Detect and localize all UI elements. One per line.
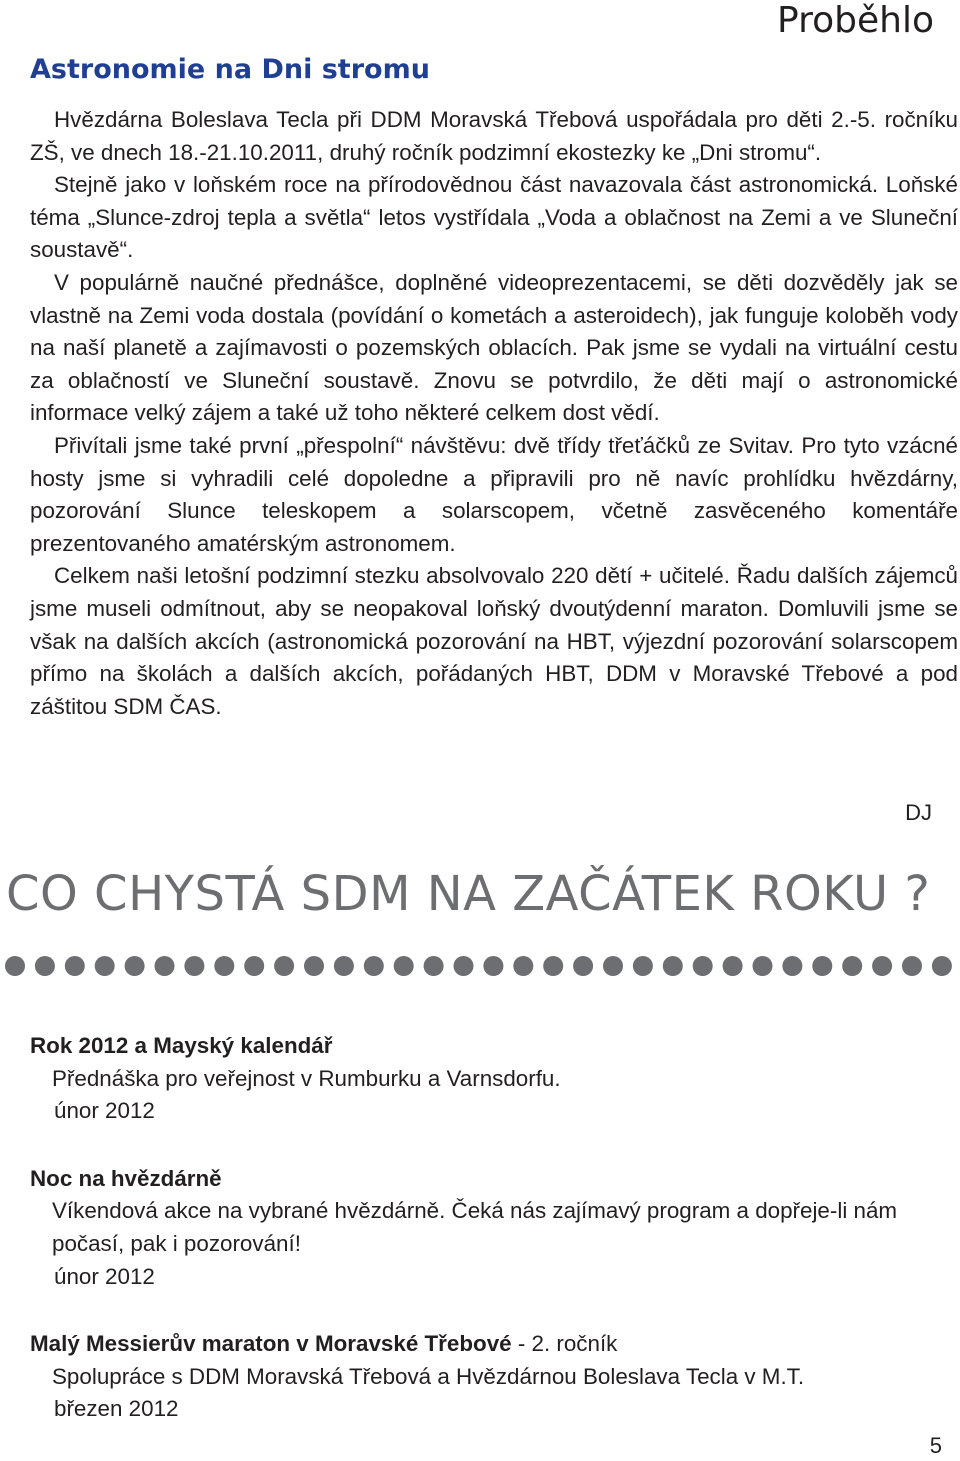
divider-dot (812, 956, 832, 976)
divider-dot (723, 956, 743, 976)
divider-dot (155, 956, 175, 976)
article-body (30, 104, 958, 723)
events-list (30, 1030, 950, 1461)
divider-dot (454, 956, 474, 976)
event-description: Přednáška pro veřejnost v Rumburku a Varnsdorfu. (52, 1065, 561, 1091)
article-paragraph: Hvězdárna Boleslava Tecla při DDM Moravská Třebová uspořádala pro děti 2.-5. ročníku ZŠ, ve dnech 18.-21.10.2011, druhý ročník podzimní ekostezky ke „Dni stromu“. (30, 107, 958, 165)
article-paragraph: Celkem naši letošní podzimní stezku absolvovalo 220 dětí + učitelé. Řadu dalších zájemců jsme museli odmítnout, aby se neopakoval loňský dvoutýdenní maraton. Domluvili jsme se však na dalších akcích (astronomická pozorování na HBT, výjezdní pozorování solarscopem přímo na školách a dalších akcích, pořádaných HBT, DDM v Moravské Třebové a pod záštitou SDM ČAS. (30, 563, 958, 719)
dot-divider (0, 954, 960, 978)
divider-dot (334, 956, 354, 976)
event-title-text: Malý Messierův maraton v Moravské Třebové (30, 1331, 512, 1357)
divider-dot (842, 956, 862, 976)
divider-dot (214, 956, 234, 976)
event-title (30, 1328, 950, 1361)
divider-dot (902, 956, 922, 976)
divider-dot (872, 956, 892, 976)
event-item (30, 1328, 950, 1426)
divider-dot (573, 956, 593, 976)
divider-dot (125, 956, 145, 976)
divider-dot (932, 956, 952, 976)
page-number: 5 (929, 1433, 942, 1458)
event-item (30, 1163, 950, 1293)
section-label: Proběhlo (777, 0, 934, 41)
event-date: únor 2012 (54, 1098, 155, 1124)
upcoming-heading: CO CHYSTÁ SDM NA ZAČÁTEK ROKU ? (6, 866, 931, 922)
divider-dot (274, 956, 294, 976)
divider-dot (633, 956, 653, 976)
article-paragraph: Stejně jako v loňském roce na přírodovědnou část navazovala část astronomická. Loňské téma „Slunce-zdroj tepla a světla“ letos vystřídala „Voda a oblačnost na Zemi a ve Sluneční soustavě“. (30, 172, 958, 263)
divider-dot (304, 956, 324, 976)
divider-dot (483, 956, 503, 976)
divider-dot (782, 956, 802, 976)
divider-dot (95, 956, 115, 976)
divider-dot (693, 956, 713, 976)
article-paragraph: V populárně naučné přednášce, doplněné videoprezentacemi, se děti dozvěděly jak se vlastně na Zemi voda dostala (povídání o kometách a asteroidech), jak funguje koloběh vody na naší planetě a zajímavosti o pozemských oblacích. Pak jsme se vydali na virtuální cestu za oblačností ve Sluneční soustavě. Znovu se potvrdilo, že děti mají o astronomické informace velký zájem a také už toho některé celkem dost vědí. (30, 269, 958, 426)
event-title (30, 1163, 950, 1196)
divider-dot (543, 956, 563, 976)
article-title: Astronomie na Dni stromu (30, 54, 430, 85)
divider-dot (513, 956, 533, 976)
event-title (30, 1030, 950, 1063)
divider-dot (424, 956, 444, 976)
article-author: DJ (905, 800, 932, 825)
divider-dot (244, 956, 264, 976)
event-date: únor 2012 (54, 1263, 155, 1289)
divider-dot (35, 956, 55, 976)
divider-dot (753, 956, 773, 976)
event-item (30, 1030, 950, 1128)
divider-dot (364, 956, 384, 976)
divider-dot (184, 956, 204, 976)
event-title-text: Rok 2012 a Mayský kalendář (30, 1033, 333, 1058)
divider-dot (603, 956, 623, 976)
divider-dot (65, 956, 85, 976)
event-date: březen 2012 (54, 1396, 179, 1422)
divider-dot (5, 956, 25, 976)
event-title-text: Noc na hvězdárně (30, 1165, 222, 1191)
divider-dot (394, 956, 414, 976)
event-description: Víkendová akce na vybrané hvězdárně. Čeká nás zajímavý program a dopřeje-li nám počasí, pak i pozorování! (52, 1198, 898, 1256)
event-title-suffix: - 2. ročník (511, 1331, 618, 1357)
article-paragraph: Přivítali jsme také první „přespolní“ návštěvu: dvě třídy třeťáčků ze Svitav. Pro tyto vzácné hosty jsme si vyhradili celé dopoledne a připravili pro ně navíc prohlídku hvězdárny, pozorování Slunce teleskopem a solarscopem, včetně zasvěceného komentáře prezentovaného amatérským astronomem. (30, 432, 958, 556)
event-description: Spolupráce s DDM Moravská Třebová a Hvězdárnou Boleslava Tecla v M.T. (52, 1363, 805, 1389)
divider-dot (663, 956, 683, 976)
